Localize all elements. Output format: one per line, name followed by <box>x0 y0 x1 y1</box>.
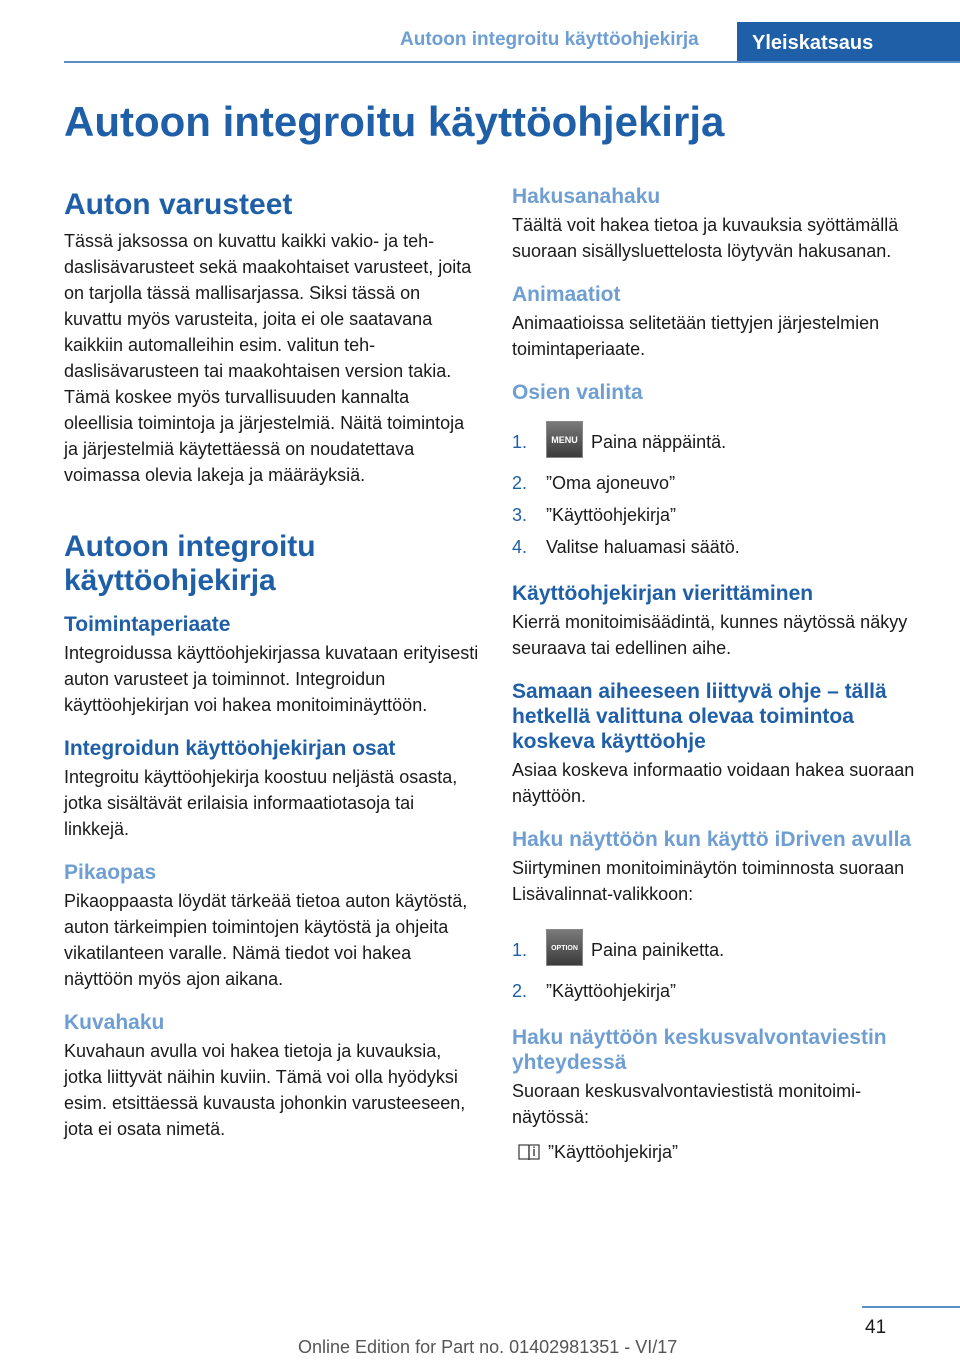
step-text: Paina näppäintä. <box>591 432 727 452</box>
option-key-icon: OPTION <box>546 929 583 966</box>
list-item <box>512 467 930 499</box>
quick-guide-heading: Pikaopas <box>64 861 157 884</box>
animations-heading: Animaatiot <box>512 283 621 306</box>
left-column <box>64 180 479 1142</box>
parts-text: Integroitu käyttöohjekirja koostuu neljästä osasta, jotka sisältävät erilaisia informaatiotasoja tai linkkejä. <box>64 767 458 839</box>
keyword-search-text: Täältä voit hakea tietoa ja kuvauksia syöttämällä suoraan sisällysluettelosta löytyvän hakusanan. <box>512 215 899 261</box>
step-number: 1. <box>512 432 528 452</box>
keyword-search-heading: Hakusanahaku <box>512 185 661 208</box>
edition-note: Online Edition for Part no. 01402981351 - VI/17 <box>298 1337 678 1357</box>
right-column <box>512 184 930 1166</box>
equipment-text: Tässä jaksossa on kuvattu kaikki vakio- ja tehdaslisävarusteet sekä maakohtaiset varusteet, joita on tarjolla tässä mallisarjassa. Siksi tässä on kuvattu myös varusteita, joita ei ole saatavana kaikkiin automalleihin esim. valitun tehdaslisävarusteen tai maakohtaisen version takia. Tämä koskee myös turvallisuuden kannalta oleellisia toimintoja ja järjestelmiä. Näitä toimintoja ja järjestelmiä käytettäessä on noudatettava voimassa olevia lakeja ja määräyksiä. <box>64 231 472 485</box>
step-number: 2. <box>512 473 528 493</box>
equipment-heading: Auton varusteet <box>64 188 293 221</box>
section-select-steps <box>512 417 930 563</box>
header-section-title: Autoon integroitu käyttöohjekirja <box>400 29 699 50</box>
animations-text: Animaatioissa selitetään tiettyjen järjestelmien toimintaperiaate. <box>512 313 880 359</box>
menu-key-icon: MENU <box>546 421 583 458</box>
header-chapter-tab: Yleiskatsaus <box>737 22 960 62</box>
check-control-item-text: ”Käyttöohjekirja” <box>548 1142 679 1162</box>
step-number: 3. <box>512 505 528 525</box>
list-item <box>512 531 930 563</box>
principle-heading: Toimintaperiaate <box>64 613 231 636</box>
check-control-heading: Haku näyttöön keskusvalvontaviestin yhteydessä <box>512 1026 887 1074</box>
image-search-heading: Kuvahaku <box>64 1011 165 1034</box>
context-help-heading: Samaan aiheeseen liittyvä ohje – tällä hetkellä valittuna olevaa toimintoa koskeva käyttöohje <box>512 680 887 753</box>
running-header <box>0 0 960 62</box>
step-text: ”Käyttöohjekirja” <box>546 505 677 525</box>
step-number: 2. <box>512 981 528 1001</box>
idrive-steps <box>512 925 930 1007</box>
step-text: Valitse haluamasi säätö. <box>546 537 740 557</box>
page-title: Autoon integroitu käyttöohjekirja <box>64 98 725 145</box>
list-item <box>512 417 930 467</box>
step-number: 1. <box>512 940 528 960</box>
parts-heading: Integroidun käyttöohjekirjan osat <box>64 737 396 760</box>
manual-heading: Autoon integroitu käyttöohjekirja <box>64 530 316 597</box>
step-text: Paina painiketta. <box>591 940 725 960</box>
step-text: ”Käyttöohjekirja” <box>546 981 677 1001</box>
quick-guide-text: Pikaoppaasta löydät tärkeää tietoa auton käytöstä, auton tärkeimpien toimintojen käytöstä ja ohjeita vikatilanteen varalle. Nämä tiedot voi hakea näyttöön myös ajon aikana. <box>64 891 468 989</box>
list-item <box>512 975 930 1007</box>
idrive-heading: Haku näyttöön kun käyttö iDriven avulla <box>512 828 912 851</box>
context-help-text: Asiaa koskeva informaatio voidaan hakea suoraan näyttöön. <box>512 760 915 806</box>
header-divider <box>64 61 960 63</box>
check-control-item <box>512 1138 930 1166</box>
list-item <box>512 925 930 975</box>
image-search-text: Kuvahaun avulla voi hakea tietoja ja kuvauksia, jotka liittyvät näihin kuviin. Tämä voi olla hyödyksi esim. etsittäessä kuvausta johonkin varusteeseen, jota ei osata nimetä. <box>64 1041 466 1139</box>
step-number: 4. <box>512 537 528 557</box>
check-control-text: Suoraan keskusvalvontaviestistä monitoiminäytössä: <box>512 1081 862 1127</box>
footer-divider <box>862 1306 960 1308</box>
manual-book-icon <box>518 1143 540 1161</box>
step-text: ”Oma ajoneuvo” <box>546 473 676 493</box>
scroll-text: Kierrä monitoimisäädintä, kunnes näytössä näkyy seuraava tai edellinen aihe. <box>512 612 908 658</box>
page-number: 41 <box>865 1317 887 1338</box>
scroll-heading: Käyttöohjekirjan vierittäminen <box>512 582 814 605</box>
principle-text: Integroidussa käyttöohjekirjassa kuvataan erityisesti auton varusteet ja toiminnot. Integroidun käyttöohjekirjan voi hakea monitoiminäyttöön. <box>64 643 479 715</box>
list-item <box>512 499 930 531</box>
idrive-text: Siirtyminen monitoiminäytön toiminnosta suoraan Lisävalinnat-valikkoon: <box>512 858 905 904</box>
section-select-heading: Osien valinta <box>512 381 643 404</box>
